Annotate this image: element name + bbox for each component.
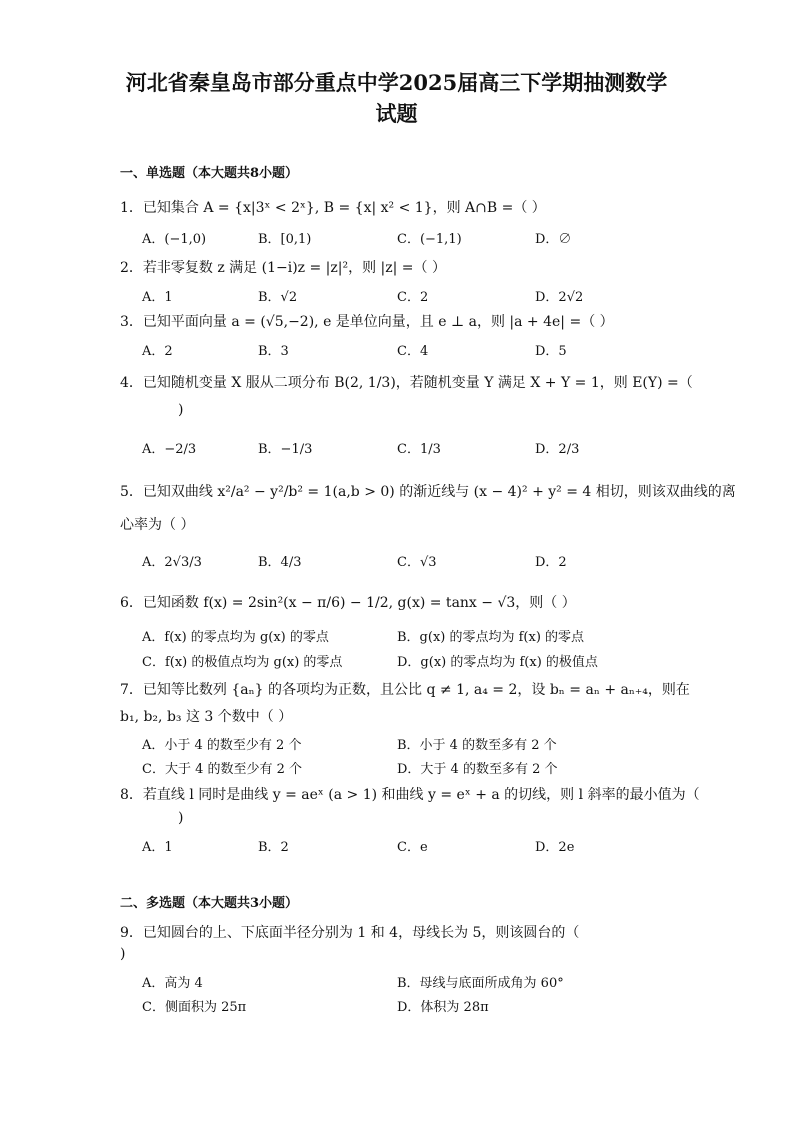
question-9-option-c: C．侧面积为 25π — [142, 1000, 247, 1015]
question-2-stem: 2．若非零复数 z 满足 (1−i)z = |z|²，则 |z| =（ ） — [120, 260, 446, 276]
question-4-stem-cont: ) — [178, 402, 184, 418]
question-5-option-d: D．2 — [535, 555, 567, 570]
question-7-stem: 7．已知等比数列 {aₙ} 的各项均为正数，且公比 q ≠ 1, a₄ = 2，设 bₙ = aₙ + aₙ₊₄，则在 — [120, 682, 690, 698]
question-7-option-d: D．大于 4 的数至多有 2 个 — [397, 762, 558, 777]
question-3-option-d: D．5 — [535, 344, 567, 359]
question-6-option-d: D．g(x) 的零点均为 f(x) 的极值点 — [397, 655, 598, 670]
question-5-option-b: B．4/3 — [258, 555, 302, 570]
question-2-option-b: B．√2 — [258, 290, 298, 305]
title-line-2: 试题 — [375, 101, 418, 126]
question-4-option-a: A．−2/3 — [142, 442, 197, 457]
question-4-option-b: B．−1/3 — [258, 442, 313, 457]
question-4-option-d: D．2/3 — [535, 442, 580, 457]
question-6-option-c: C．f(x) 的极值点均为 g(x) 的零点 — [142, 655, 343, 670]
question-3-option-b: B．3 — [258, 344, 289, 359]
question-9-stem-cont: ) — [120, 946, 126, 962]
question-8-stem-cont: ) — [178, 810, 184, 826]
question-9-stem: 9．已知圆台的上、下底面半径分别为 1 和 4，母线长为 5，则该圆台的（ — [120, 925, 580, 941]
question-1-option-a: A．(−1,0) — [142, 232, 207, 247]
question-3-stem: 3．已知平面向量 a = (√5,−2), e 是单位向量，且 e ⊥ a，则 |a + 4e| =（ ） — [120, 314, 614, 330]
question-2-option-d: D．2√2 — [535, 290, 584, 305]
section-2-heading: 二、多选题（本大题共3小题） — [120, 896, 299, 911]
question-6-option-a: A．f(x) 的零点均为 g(x) 的零点 — [142, 630, 329, 645]
question-9-option-d: D．体积为 28π — [397, 1000, 489, 1015]
question-8-option-c: C．e — [397, 840, 428, 855]
question-7-option-b: B．小于 4 的数至多有 2 个 — [397, 738, 557, 753]
question-2-option-c: C．2 — [397, 290, 429, 305]
question-4-option-c: C．1/3 — [397, 442, 441, 457]
question-6-option-b: B．g(x) 的零点均为 f(x) 的零点 — [397, 630, 585, 645]
question-1-option-c: C．(−1,1) — [397, 232, 462, 247]
question-8-option-d: D．2e — [535, 840, 575, 855]
question-3-option-a: A．2 — [142, 344, 173, 359]
question-5-stem-cont: 心率为（ ） — [120, 517, 195, 533]
question-2-option-a: A．1 — [142, 290, 173, 305]
question-4-stem: 4．已知随机变量 X 服从二项分布 B(2, 1/3)，若随机变量 Y 满足 X + Y = 1，则 E(Y) =（ — [120, 375, 693, 391]
question-1-stem: 1．已知集合 A = {x|3ˣ < 2ˣ}, B = {x| x² < 1}，则 A∩B =（ ） — [120, 200, 546, 216]
question-5-option-a: A．2√3/3 — [142, 555, 202, 570]
question-7-option-a: A．小于 4 的数至少有 2 个 — [142, 738, 302, 753]
question-7-option-c: C．大于 4 的数至少有 2 个 — [142, 762, 303, 777]
question-1-option-d: D．∅ — [535, 232, 572, 247]
question-5-option-c: C．√3 — [397, 555, 437, 570]
question-7-stem-cont: b₁, b₂, b₃ 这 3 个数中（ ） — [120, 709, 293, 725]
question-6-stem: 6．已知函数 f(x) = 2sin²(x − π/6) − 1/2, g(x) = tanx − √3，则（ ） — [120, 595, 576, 611]
question-1-option-b: B．[0,1) — [258, 232, 312, 247]
question-3-option-c: C．4 — [397, 344, 429, 359]
question-5-stem: 5．已知双曲线 x²/a² − y²/b² = 1(a,b > 0) 的渐近线与 (x − 4)² + y² = 4 相切，则该双曲线的离 — [120, 484, 736, 500]
question-9-option-a: A．高为 4 — [142, 976, 203, 991]
question-8-option-a: A．1 — [142, 840, 173, 855]
question-8-option-b: B．2 — [258, 840, 289, 855]
section-1-heading: 一、单选题（本大题共8小题） — [120, 166, 299, 181]
title-line-1: 河北省秦皇岛市部分重点中学2025届高三下学期抽测数学 — [125, 70, 668, 95]
question-8-stem: 8．若直线 l 同时是曲线 y = aeˣ (a > 1) 和曲线 y = eˣ + a 的切线，则 l 斜率的最小值为（ — [120, 787, 700, 803]
question-9-option-b: B．母线与底面所成角为 60° — [397, 976, 564, 991]
document-title — [60, 67, 733, 129]
